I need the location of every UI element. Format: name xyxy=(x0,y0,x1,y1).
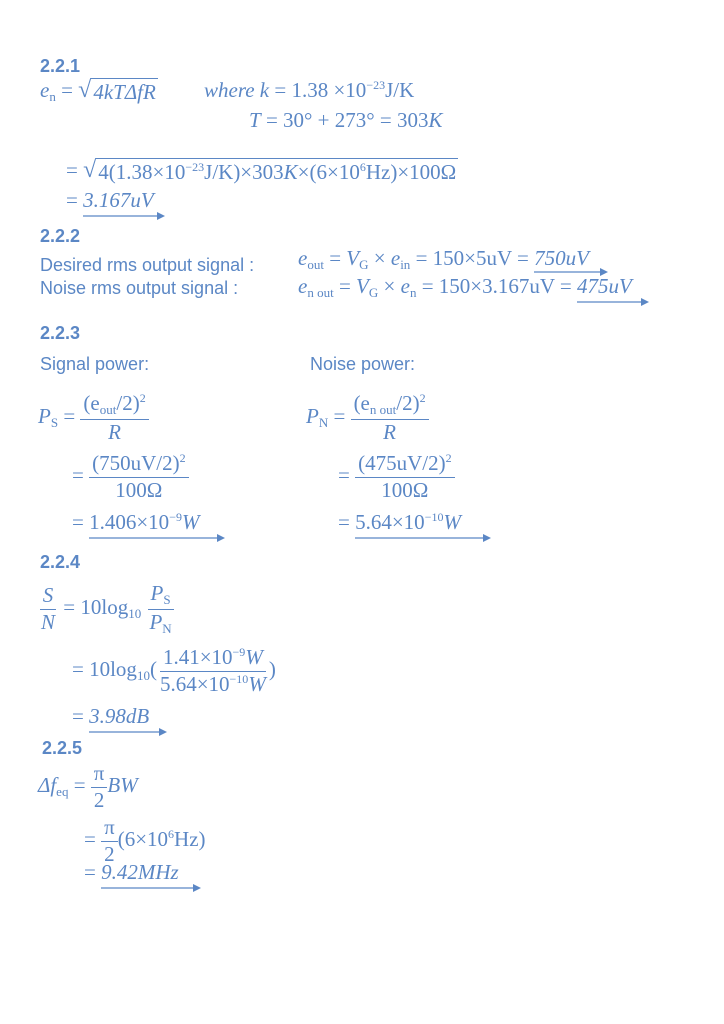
desired-signal-formula: $e_{out} = V_G \times e_{in} = 150\times 5uV = 750uV$ xyxy=(298,246,589,273)
noise-voltage-result: = 3.167uV xyxy=(66,188,154,213)
underline-arrow-icon xyxy=(89,728,173,738)
temperature-definition: T = 30° + 273° = 303K xyxy=(249,108,443,132)
constants-definition: where $k = 1.38 \times 10^{-23}J/K$ xyxy=(204,78,415,102)
noise-signal-formula: $e_{n out} = V_G \times e_n = 150\times 3.167uV = 475uV$ xyxy=(298,274,632,301)
signal-power-formula: $P_S$ = $\frac{(e_{out}/2)^2}{R}$ xyxy=(38,392,149,444)
sqrt-expression: √ 4kTΔfR xyxy=(78,77,156,104)
underline-arrow-icon xyxy=(83,212,163,222)
underline-arrow-icon xyxy=(89,534,229,544)
noise-power-substitution: = $\frac{(475uV/2)^2}{100\Omega}$ xyxy=(338,452,455,502)
bandwidth-result: = 9.42MHz xyxy=(84,860,179,885)
section-heading-2-2-5: 2.2.5 xyxy=(42,738,83,758)
snr-formula: $\frac{S}{N}$ = $10\log_{10}$ $\frac{P_S}{P_N}$ xyxy=(41,581,172,637)
section-heading-2-2-4: 2.2.4 xyxy=(40,552,81,572)
snr-substitution: = $10\log_{10}$( $\frac{1.41\times 10^{-9}W}{5.64\times 10^{-10}W}$ ) xyxy=(72,645,276,697)
underline-arrow-icon xyxy=(355,534,495,544)
noise-signal-label: Noise rms output signal : xyxy=(40,278,239,298)
noise-voltage-formula: $e_n$ = √ 4kTΔfR xyxy=(40,77,156,104)
bandwidth-substitution: = $\frac{\pi}{2}$ $(6\times 10^6Hz)$ xyxy=(84,815,206,867)
underline-arrow-icon xyxy=(101,884,205,894)
section-heading-2-2-1: 2.2.1 xyxy=(40,56,81,76)
signal-power-result: = $1.406\times 10^{-9}W$ xyxy=(72,510,199,535)
noise-power-formula: $P_N$ = $\frac{(e_{n out}/2)^2}{R}$ xyxy=(306,392,429,444)
noise-power-result: = $5.64\times 10^{-10}W$ xyxy=(338,510,461,535)
noise-voltage-substitution: = √ $4(1.38\times 10^{-23}J/K)\times 303K\times(6\times 10^6Hz)\times 100\Omega$ xyxy=(66,157,457,184)
noise-power-label: Noise power: xyxy=(310,354,416,374)
section-heading-2-2-3: 2.2.3 xyxy=(40,323,81,343)
bandwidth-formula: $\Delta f_{eq}$ = $\frac{\pi}{2}$ BW xyxy=(38,761,138,813)
signal-power-label: Signal power: xyxy=(40,354,150,374)
section-heading-2-2-2: 2.2.2 xyxy=(40,226,81,246)
desired-signal-label: Desired rms output signal : xyxy=(40,255,255,275)
underline-arrow-icon xyxy=(577,298,653,308)
snr-result: = 3.98dB xyxy=(72,704,149,729)
en-symbol: e xyxy=(40,78,50,102)
signal-power-substitution: = $\frac{(750uV/2)^2}{100\Omega}$ xyxy=(72,452,189,502)
